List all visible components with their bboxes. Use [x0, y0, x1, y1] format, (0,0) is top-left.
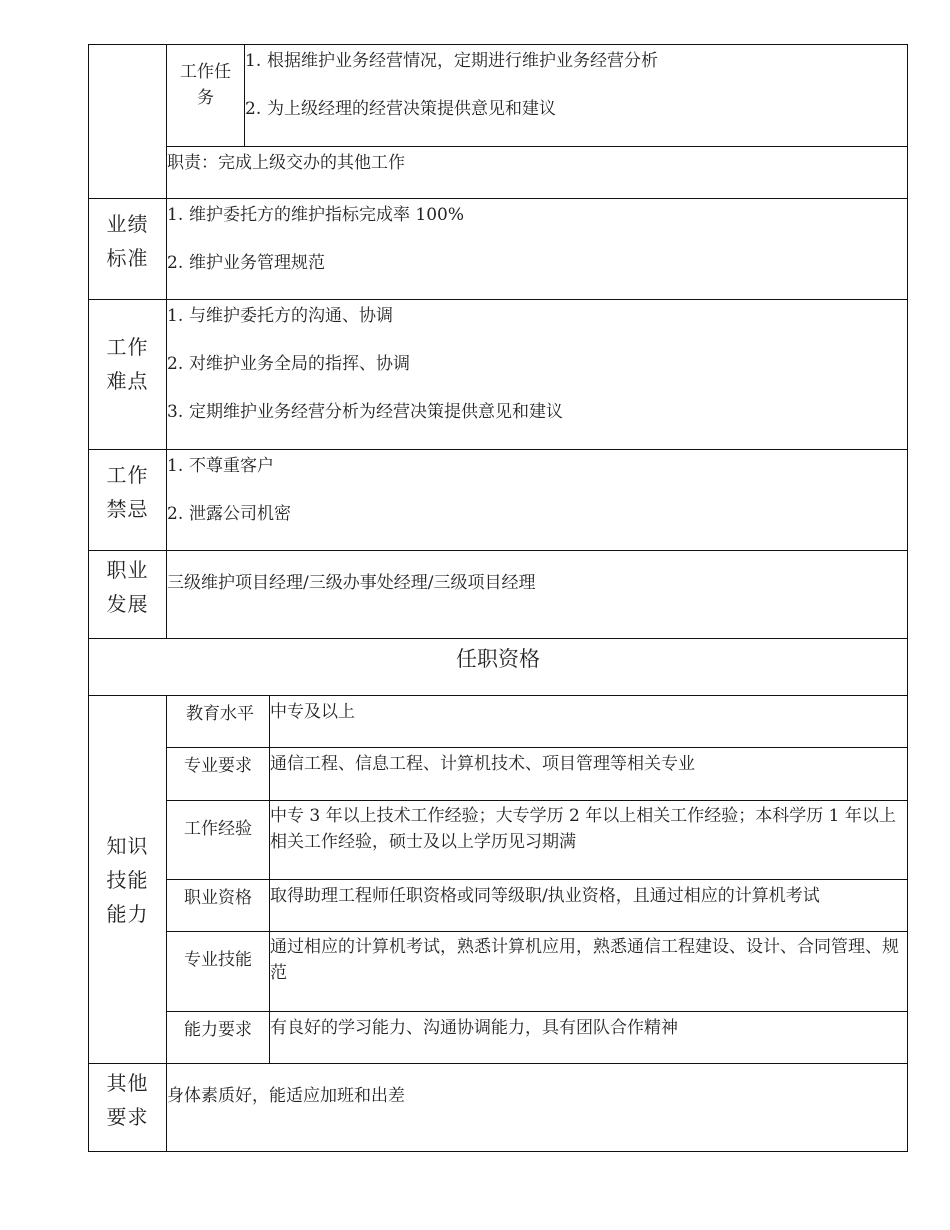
qualification-row: [89, 748, 908, 801]
difficulties-row: [89, 300, 908, 450]
taboos-row: [89, 450, 908, 551]
other-duty-row: [89, 147, 908, 199]
qualification-value: 通过相应的计算机考试，熟悉计算机应用，熟悉通信工程建设、设计、合同管理、规范: [270, 932, 908, 1012]
qualification-value: 取得助理工程师任职资格或同等级职/执业资格，且通过相应的计算机考试: [270, 880, 908, 932]
qualification-value: 中专 3 年以上技术工作经验；大专学历 2 年以上相关工作经验；本科学历 1 年以上相关工作经验，硕士及以上学历见习期满: [270, 801, 908, 880]
qualification-row: [89, 932, 908, 1012]
performance-label: 业绩标准: [89, 199, 167, 300]
task-label: 工作任务: [167, 45, 245, 147]
other-duty-text: 职责：完成上级交办的其他工作: [167, 147, 908, 199]
list-item: 2. 维护业务管理规范: [167, 253, 325, 273]
qualification-label: 专业技能: [167, 932, 270, 1012]
list-item: 2. 对维护业务全局的指挥、协调: [167, 354, 410, 374]
qualification-value: 中专及以上: [270, 696, 908, 748]
list-item: 1. 不尊重客户: [167, 456, 274, 476]
taboos-label: 工作禁忌: [89, 450, 167, 551]
duties-empty-cell: [89, 45, 167, 199]
career-label: 职业发展: [89, 551, 167, 639]
career-text: 三级维护项目经理/三级办事处经理/三级项目经理: [167, 551, 908, 639]
qualification-row: [89, 1012, 908, 1064]
other-requirements-text: 身体素质好，能适应加班和出差: [167, 1064, 908, 1152]
list-item: 1. 维护委托方的维护指标完成率 100%: [167, 205, 465, 225]
list-item: 3. 定期维护业务经营分析为经营决策提供意见和建议: [167, 402, 563, 422]
job-description-page: [88, 44, 907, 1152]
qualification-label: 教育水平: [167, 696, 270, 748]
qualifications-title: 任职资格: [89, 639, 908, 696]
qualification-value: 通信工程、信息工程、计算机技术、项目管理等相关专业: [270, 748, 908, 801]
list-item: 2. 为上级经理的经营决策提供意见和建议: [245, 99, 556, 119]
list-item: 2. 泄露公司机密: [167, 504, 291, 524]
difficulties-list: [167, 300, 908, 450]
other-requirements-row: [89, 1064, 908, 1152]
qualifications-title-row: [89, 639, 908, 696]
qualification-label: 职业资格: [167, 880, 270, 932]
job-description-table: [88, 44, 908, 1152]
other-requirements-label: 其他要求: [89, 1064, 167, 1152]
qualification-label: 工作经验: [167, 801, 270, 880]
qualification-row: [89, 880, 908, 932]
performance-row: [89, 199, 908, 300]
qualification-row: [89, 696, 908, 748]
task-row: [89, 45, 908, 147]
list-item: 1. 根据维护业务经营情况，定期进行维护业务经营分析: [245, 51, 658, 71]
list-item: 1. 与维护委托方的沟通、协调: [167, 306, 393, 326]
performance-list: [167, 199, 908, 300]
task-list: [245, 45, 908, 147]
qualification-label: 能力要求: [167, 1012, 270, 1064]
taboos-list: [167, 450, 908, 551]
career-row: [89, 551, 908, 639]
qualification-label: 专业要求: [167, 748, 270, 801]
qualification-value: 有良好的学习能力、沟通协调能力，具有团队合作精神: [270, 1012, 908, 1064]
knowledge-skills-label: 知识技能能力: [89, 696, 167, 1064]
difficulties-label: 工作难点: [89, 300, 167, 450]
qualification-row: [89, 801, 908, 880]
